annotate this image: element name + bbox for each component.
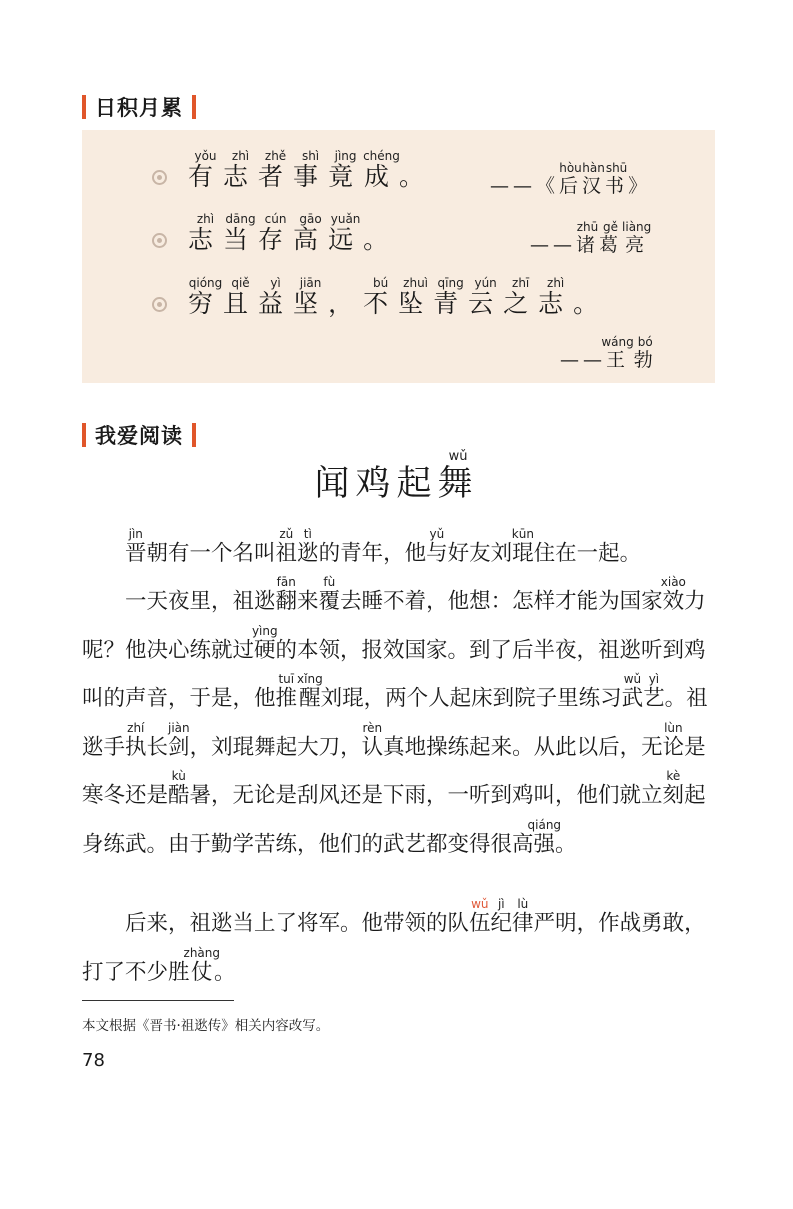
paragraph-text: 长 xyxy=(146,734,169,760)
story-paragraph-1 xyxy=(82,528,722,579)
quote-char: 青qīng xyxy=(433,276,469,318)
accent-bar-right xyxy=(192,95,196,119)
annotated-char: 翻fān xyxy=(275,575,298,614)
quote-char: 之zhī xyxy=(503,276,539,318)
annotated-char: 逖tì xyxy=(297,527,319,566)
source-char: 亮liàng xyxy=(622,220,652,256)
paragraph-text: 严明，作战勇敢，打了不少胜 xyxy=(82,911,706,985)
title-char: 起 xyxy=(396,464,438,504)
paragraph-text: 刘琨，两个人起床到院子里练习 xyxy=(320,686,622,711)
paragraph-text: 。 xyxy=(555,831,577,857)
annotated-char: 晋jìn xyxy=(125,527,147,566)
paragraph-text: 朝有一个名叫 xyxy=(146,541,276,566)
bullet-circle-icon xyxy=(152,297,167,312)
annotated-char: 剑jiàn xyxy=(167,720,190,760)
annotated-char: 与yǔ xyxy=(426,527,448,566)
quote-char: 者zhě xyxy=(258,149,294,191)
quote-char: 远yuǎn xyxy=(328,212,364,254)
quote-char: 志zhì xyxy=(188,212,224,254)
annotated-char: 刻kè xyxy=(662,769,685,808)
footnote-divider xyxy=(82,1000,234,1001)
source-char: 后hòu xyxy=(559,161,583,197)
story-title xyxy=(0,450,793,506)
quote-char: 存cún xyxy=(258,212,294,254)
paragraph-text: 住在一起。 xyxy=(533,541,642,566)
accent-bar-left xyxy=(82,95,86,119)
quote-end-mark: 。 xyxy=(573,289,609,318)
quote-3 xyxy=(188,277,608,316)
quote-char: 志zhì xyxy=(223,149,259,191)
bullet-circle-icon xyxy=(152,170,167,185)
quote-char: 志zhì xyxy=(538,276,574,318)
source-char: 葛gě xyxy=(599,220,623,256)
quote-1 xyxy=(188,150,434,189)
story-paragraph-2 xyxy=(82,576,722,869)
annotated-char: 仗zhàng xyxy=(183,945,220,985)
accent-bar-right xyxy=(192,423,196,447)
quote-char: 坠zhuì xyxy=(398,276,434,318)
annotated-char: 律lù xyxy=(512,897,534,936)
quote-char: 事shì xyxy=(293,149,329,191)
annotated-char: 执zhí xyxy=(125,720,147,760)
annotated-char: 论lùn xyxy=(662,720,685,760)
paragraph-text: 去睡不着，他想：怎样才能为国家 xyxy=(340,589,663,614)
annotated-char: 硬yìng xyxy=(251,623,278,663)
annotated-char: 强qiáng xyxy=(527,817,562,857)
quote-char: 高gāo xyxy=(293,212,329,254)
source-char: 诸zhū xyxy=(576,220,600,256)
quote-3-source xyxy=(560,336,657,370)
quote-end-mark: 。 xyxy=(363,225,399,254)
section-title: 我爱阅读 xyxy=(95,424,183,448)
quote-char: 益yì xyxy=(258,276,294,318)
annotated-char: 认rèn xyxy=(361,720,384,760)
annotated-char: 艺yì xyxy=(643,672,665,711)
quote-char: 坚jiān xyxy=(293,276,329,318)
source-dash: —— xyxy=(560,349,606,371)
source-dash: —— xyxy=(530,234,576,256)
paragraph-text: 的青年，他 xyxy=(318,541,427,566)
quote-char: 当dāng xyxy=(223,212,259,254)
paragraph-text: ，刘琨舞起大刀， xyxy=(189,734,362,760)
quote-char: 云yún xyxy=(468,276,504,318)
bullet-circle-icon xyxy=(152,233,167,248)
source-char: 汉hàn xyxy=(582,161,606,197)
annotated-char: 醒xǐng xyxy=(297,672,323,711)
annotated-char: 祖zǔ xyxy=(275,527,298,566)
quote-end-mark: 。 xyxy=(398,162,434,191)
paragraph-text: 后来，祖逖当上了将军。他带领的队 xyxy=(125,911,470,936)
story-paragraph-3 xyxy=(82,898,722,997)
source-char: 王wáng xyxy=(601,335,634,371)
quote-char: 有yǒu xyxy=(188,149,224,191)
paragraph-text: 的本领，报效国家。到了后半夜，祖逖听到鸡叫的声音，于是，他 xyxy=(82,637,706,711)
annotated-char: 推tuī xyxy=(275,672,298,711)
paragraph-text: 起身练武。由于勤学苦练，他们的武艺都变得很高 xyxy=(82,783,706,857)
paragraph-text: 。祖逖手 xyxy=(82,686,708,760)
page-number: 78 xyxy=(82,1050,105,1071)
annotated-char: 纪jì xyxy=(490,897,513,936)
annotated-char: 覆fù xyxy=(318,575,341,614)
title-char: 闻 xyxy=(314,464,356,504)
source-dash: ——《 xyxy=(490,175,560,197)
paragraph-text: 暑，无论是刮风还是下雨，一听到鸡叫，他们就立 xyxy=(189,783,663,808)
quote-1-source xyxy=(490,162,651,196)
paragraph-text: 好友刘 xyxy=(447,541,513,566)
source-suffix: 》 xyxy=(628,175,652,197)
paragraph-text: 是寒冬还是 xyxy=(82,734,706,808)
quote-char: 且qiě xyxy=(223,276,259,318)
quote-char: 成chéng xyxy=(363,149,400,191)
paragraph-text: 力呢？他决心练就过 xyxy=(82,589,706,663)
footnote: 本文根据《晋书·祖逖传》相关内容改写。 xyxy=(82,1018,330,1034)
quote-char: 竟jìng xyxy=(328,149,364,191)
annotated-char: 武wǔ xyxy=(621,672,644,711)
annotated-char: 酷kù xyxy=(168,769,190,808)
section-title: 日积月累 xyxy=(95,96,183,120)
paragraph-text: 真地操练起来。从此以后，无 xyxy=(383,734,663,760)
annotated-char: 琨kūn xyxy=(511,527,534,566)
source-char: 书shū xyxy=(605,161,629,197)
paragraph-text: 。 xyxy=(214,959,236,985)
title-char: 鸡 xyxy=(355,464,397,504)
section-header-daily xyxy=(82,92,196,122)
quote-char: ， xyxy=(328,289,364,318)
paragraph-text: 一天夜里，祖逖 xyxy=(125,589,276,614)
accent-bar-left xyxy=(82,423,86,447)
annotated-char: 效xiào xyxy=(660,575,686,614)
quote-char: 不bú xyxy=(363,276,399,318)
quote-char: 穷qióng xyxy=(188,276,224,318)
quote-2 xyxy=(188,213,398,252)
section-header-reading xyxy=(82,420,196,450)
source-char: 勃bó xyxy=(633,335,657,371)
quote-2-source xyxy=(530,221,651,255)
annotated-char: 伍wǔ xyxy=(469,897,491,936)
title-char: 舞wǔ xyxy=(437,449,479,504)
paragraph-text: 来 xyxy=(297,589,319,614)
